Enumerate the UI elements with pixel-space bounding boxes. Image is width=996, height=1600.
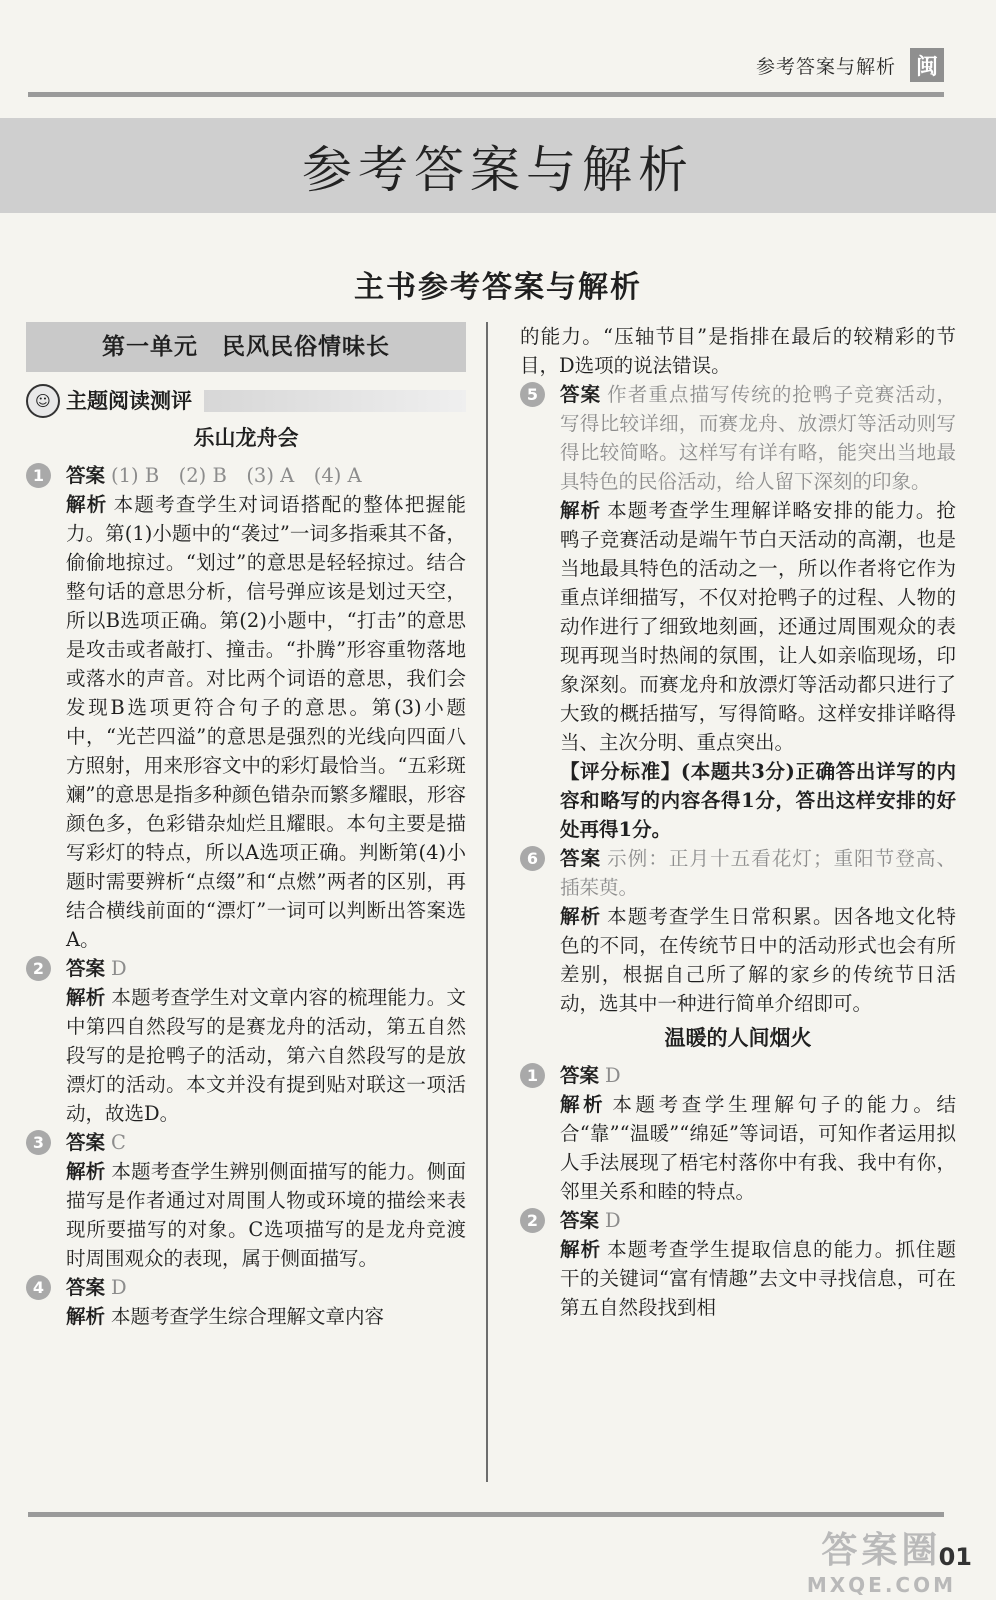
answer-text: D — [605, 1209, 621, 1232]
analysis-label: 解析 — [66, 1160, 106, 1183]
title-band — [0, 118, 996, 213]
answer-label: 答案 — [66, 464, 106, 487]
analysis-block — [560, 1235, 956, 1322]
analysis-label: 解析 — [560, 905, 602, 928]
analysis-block — [66, 490, 466, 954]
answer-label: 答案 — [560, 1064, 600, 1087]
answer-label: 答案 — [560, 1209, 600, 1232]
answer-text: D — [111, 1276, 127, 1299]
page-number: 01 — [938, 1543, 972, 1571]
analysis-block — [560, 902, 956, 1018]
question-2 — [26, 954, 466, 1128]
answer-text: D — [605, 1064, 621, 1087]
analysis-block — [66, 1157, 466, 1273]
answer-label: 答案 — [66, 1276, 106, 1299]
question-number: 3 — [26, 1130, 51, 1155]
analysis-label: 解析 — [66, 986, 106, 1009]
footer-rule — [28, 1512, 944, 1517]
page-title: 参考答案与解析 — [302, 140, 694, 199]
watermark-line-1: 答案圈 — [821, 1530, 942, 1571]
question-number: 6 — [520, 846, 545, 871]
answer-text: C — [111, 1131, 126, 1154]
analysis-text: 本题考查学生对词语搭配的整体把握能力。第(1)小题中的“袭过”一词多指乘其不备，偷偷地掠过。“划过”的意思是轻轻掠过。结合整句话的意思分析，信号弹应该是划过天空，所以B选项正确。第(2)小题中，“打击”的意思是攻击或者敲打、撞击。“扑腾”形容重物落地或落水的声音。对比两个词语的意思，我们会发现B选项更符合句子的意思。第(3)小题中，“光芒四溢”的意思是强烈的光线向四面八方照射，用来形容文中的彩灯最恰当。“五彩斑斓”的意思是指多种颜色错杂而繁多耀眼，形容颜色多，色彩错杂灿烂且耀眼。本句主要是描写彩灯的特点，所以A选项正确。判断第(4)小题时需要辨析“点缀”和“点燃”两者的区别，再结合横线前面的“漂灯”一词可以判断出答案选A。 — [66, 493, 466, 951]
region-badge: 闽 — [910, 48, 944, 82]
scoring-standard: 【评分标准】(本题共3分)正确答出详写的内容和略写的内容各得1分，答出这样安排的好处再得1分。 — [560, 760, 956, 841]
answer-line — [66, 1273, 466, 1302]
section-heading-label: 主题阅读测评 — [66, 388, 192, 413]
answer-text: (1) B (2) B (3) A (4) A — [111, 464, 362, 487]
page-subtitle: 主书参考答案与解析 — [354, 270, 642, 305]
answer-line — [66, 1128, 466, 1157]
analysis-text: 本题考查学生理解句子的能力。结合“靠”“温暖”“绵延”等词语，可知作者运用拟人手法展现了梧宅村落你中有我、我中有你，邻里关系和睦的特点。 — [560, 1093, 956, 1203]
answer-line — [560, 1061, 956, 1090]
question-number: 5 — [520, 382, 545, 407]
analysis-text: 本题考查学生日常积累。因各地文化特色的不同，在传统节日中的活动形式也会有所差别，根据自己所了解的家乡的传统节日活动，选其中一种进行简单介绍即可。 — [560, 905, 956, 1015]
question-number: 2 — [520, 1208, 545, 1233]
right-column — [520, 322, 956, 1322]
analysis-label: 解析 — [66, 1305, 106, 1328]
running-header-label: 参考答案与解析 — [755, 55, 896, 78]
analysis-label: 解析 — [560, 1238, 602, 1261]
question-number: 4 — [26, 1275, 51, 1300]
question-number: 2 — [26, 956, 51, 981]
left-column — [26, 322, 466, 1331]
answer-line — [560, 844, 956, 902]
column-divider — [486, 322, 488, 1482]
analysis-block — [560, 496, 956, 757]
question-number: 1 — [26, 463, 51, 488]
running-header — [756, 48, 944, 82]
analysis-block — [66, 1302, 466, 1331]
answer-line — [66, 461, 466, 490]
answer-line — [560, 380, 956, 496]
question-5 — [520, 380, 956, 844]
answer-line — [560, 1206, 956, 1235]
analysis-block — [560, 1090, 956, 1206]
site-watermark — [807, 1522, 956, 1597]
header-rule — [28, 92, 944, 97]
question-6 — [520, 844, 956, 1018]
analysis-label: 解析 — [560, 1093, 607, 1116]
question-w2 — [520, 1206, 956, 1322]
mascot-icon: ☺ — [26, 384, 60, 418]
question-1 — [26, 461, 466, 954]
question-4 — [26, 1273, 466, 1331]
analysis-text: 本题考查学生提取信息的能力。抓住题干的关键词“富有情趣”去文中寻找信息，可在第五自然段找到相 — [560, 1238, 956, 1319]
answer-text: 作者重点描写传统的抢鸭子竞赛活动，写得比较详细，而赛龙舟、放漂灯等活动则写得比较简略。这样写有详有略，能突出当地最具特色的民俗活动，给人留下深刻的印象。 — [560, 383, 956, 493]
continued-text: 的能力。“压轴节目”是指排在最后的较精彩的节目，D选项的说法错误。 — [520, 325, 956, 377]
watermark-line-2: MXQE.COM — [806, 1573, 956, 1597]
analysis-label: 解析 — [66, 493, 108, 516]
unit-title: 第一单元 民风民俗情味长 — [26, 322, 466, 372]
answer-label: 答案 — [66, 957, 106, 980]
question-w1 — [520, 1061, 956, 1206]
answer-label: 答案 — [66, 1131, 106, 1154]
analysis-text: 本题考查学生辨别侧面描写的能力。侧面描写是作者通过对周围人物或环境的描绘来表现所要描写的对象。C选项描写的是龙舟竞渡时周围观众的表现，属于侧面描写。 — [66, 1160, 466, 1270]
article-title-2: 温暖的人间烟火 — [664, 1026, 812, 1050]
answer-line — [66, 954, 466, 983]
analysis-text: 本题考查学生理解详略安排的能力。抢鸭子竞赛活动是端午节白天活动的高潮，也是当地最具特色的活动之一，所以作者将它作为重点详细描写，不仅对抢鸭子的过程、人物的动作进行了细致地刻画，还通过周围观众的表现再现当时热闹的氛围，让人如亲临现场，印象深刻。而赛龙舟和放漂灯等活动都只进行了大致的概括描写，写得简略。这样安排详略得当、主次分明、重点突出。 — [560, 499, 956, 754]
analysis-text: 本题考查学生对文章内容的梳理能力。文中第四自然段写的是赛龙舟的活动，第五自然段写的是抢鸭子的活动，第六自然段写的是放漂灯的活动。本文并没有提到贴对联这一项活动，故选D。 — [66, 986, 466, 1125]
question-3 — [26, 1128, 466, 1273]
analysis-block — [66, 983, 466, 1128]
analysis-text: 本题考查学生综合理解文章内容 — [111, 1305, 385, 1328]
answer-label: 答案 — [560, 383, 602, 406]
article-title-1: 乐山龙舟会 — [193, 426, 299, 450]
analysis-label: 解析 — [560, 499, 602, 522]
answer-text: 示例：正月十五看花灯；重阳节登高、插茱萸。 — [560, 847, 956, 899]
question-number: 1 — [520, 1063, 545, 1088]
answer-text: D — [111, 957, 127, 980]
section-heading-bar — [204, 390, 466, 412]
section-heading — [26, 384, 466, 418]
answer-label: 答案 — [560, 847, 602, 870]
